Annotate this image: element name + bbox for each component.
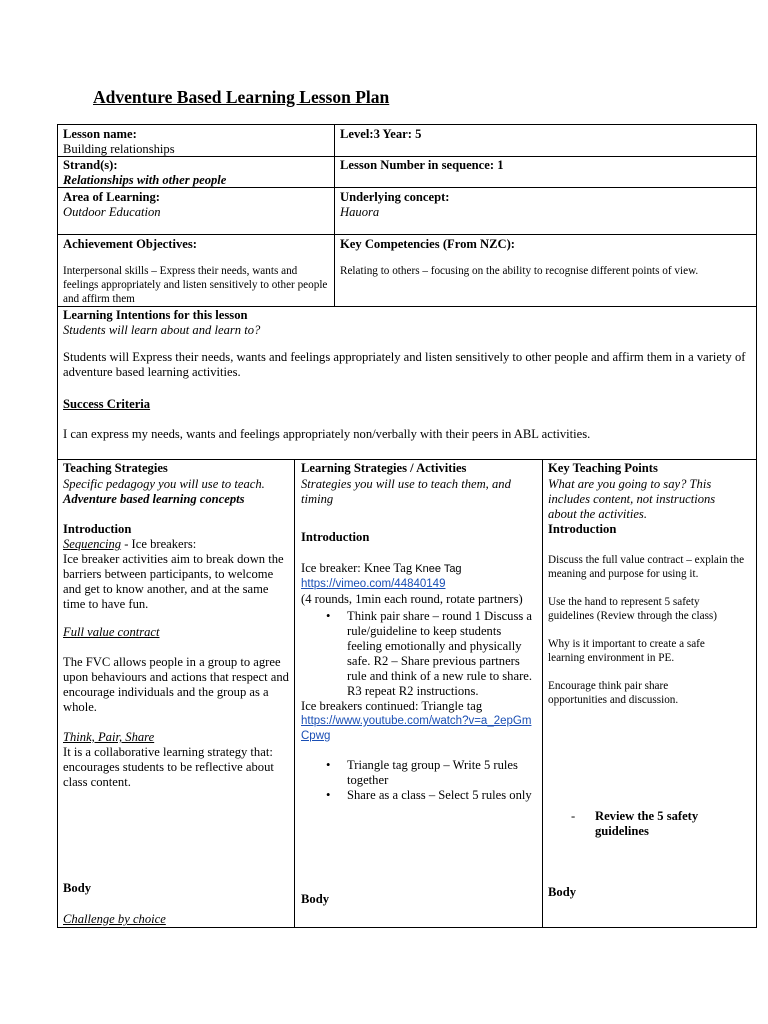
success-criteria-label: Success Criteria	[63, 397, 151, 411]
keypoint-3: Why is it important to create a safe learning environment in PE.	[548, 638, 705, 664]
table-border-left	[57, 124, 58, 928]
level-label: Level:3 Year: 5	[340, 127, 422, 141]
review-text: Review the 5 safety guidelines	[595, 809, 699, 838]
table-border-bottom	[57, 927, 757, 928]
strands-value: Relationships with other people	[63, 173, 227, 187]
column-divider	[334, 124, 335, 307]
objectives-label: Achievement Objectives:	[63, 237, 197, 251]
objectives-value: Interpersonal skills – Express their needs, wants and feelings appropriately and listen sensitively to other people and affirm them	[63, 265, 328, 305]
teaching-intro: Introduction	[63, 522, 132, 536]
concept-value: Hauora	[340, 205, 380, 219]
strands-cell	[63, 158, 331, 188]
success-criteria-body: I can express my needs, wants and feelings appropriately non/verbally with their peers in ABL activities.	[63, 427, 591, 441]
review-dash: -	[571, 809, 576, 823]
keypoints-header: Key Teaching Points	[548, 461, 658, 475]
learning-header: Learning Strategies / Activities	[301, 461, 467, 475]
intentions-body: Students will Express their needs, wants and feelings appropriately and listen sensitively to other people and affirm them in a variety of adventure based learning activities.	[63, 350, 746, 379]
icebreaker-bullets	[301, 609, 537, 699]
sequencing-rest: - Ice breakers:	[121, 537, 197, 551]
row-divider	[57, 234, 757, 235]
keypoint-1: Discuss the full value contract – explain the meaning and purpose for using it.	[548, 554, 745, 580]
lesson-name-cell	[63, 127, 331, 157]
vimeo-link[interactable]: https://vimeo.com/44840149	[301, 578, 446, 590]
document-title: Adventure Based Learning Lesson Plan	[93, 87, 390, 107]
competencies-cell	[340, 237, 750, 278]
learning-body-label: Body	[301, 892, 329, 906]
keypoints-intro: Introduction	[548, 522, 617, 536]
rounds-text: (4 rounds, 1min each round, rotate partners)	[301, 592, 523, 606]
key-points-cell	[548, 461, 752, 707]
teaching-body-label: Body	[63, 881, 91, 895]
concept-label: Underlying concept:	[340, 190, 450, 204]
list-item: • Triangle tag group – Write 5 rules together	[301, 758, 537, 788]
area-value: Outdoor Education	[63, 205, 161, 219]
keypoint-4: Encourage think pair share opportunities and discussion.	[548, 680, 679, 706]
table-border-right	[756, 124, 757, 928]
lesson-number-label: Lesson Number in sequence: 1	[340, 158, 504, 172]
intentions-cell	[63, 308, 751, 442]
column-divider	[542, 459, 543, 928]
list-item: • Share as a class – Select 5 rules only	[301, 788, 537, 803]
learning-subtitle: Strategies you will use to teach them, and timing	[301, 477, 511, 506]
row-divider	[57, 306, 757, 307]
area-label: Area of Learning:	[63, 190, 161, 204]
teaching-concepts: Adventure based learning concepts	[63, 492, 245, 506]
teaching-strategies-cell	[63, 461, 291, 790]
lesson-name-value: Building relationships	[63, 142, 175, 156]
keypoints-body-label: Body	[548, 885, 576, 899]
table-border-top	[57, 124, 757, 125]
teaching-challenge: Challenge by choice	[63, 912, 166, 926]
youtube-link[interactable]: https://www.youtube.com/watch?v=a_2epGmCpwg	[301, 715, 532, 742]
lesson-number-cell	[340, 158, 750, 173]
fvc-body: The FVC allows people in a group to agree upon behaviours and actions that respect and encourage individuals and the group as a whole.	[63, 655, 289, 714]
column-divider	[294, 459, 295, 928]
sequencing-line	[63, 537, 291, 552]
review-item	[571, 809, 751, 839]
triangle-bullets	[301, 758, 537, 803]
icebreaker-sans: Knee Tag	[415, 563, 462, 575]
lesson-name-label: Lesson name:	[63, 127, 137, 141]
keypoints-subtitle: What are you going to say? This includes content, not instructions about the activities.	[548, 477, 716, 521]
icebreaker-line	[301, 561, 537, 577]
strands-label: Strand(s):	[63, 158, 118, 172]
list-item: • Think pair share – round 1 Discuss a rule/guideline to keep students feeling emotionally and physically safe. R2 – Share previous partners rule and think of a new rule to share. R3 repeat R2 instructions.	[301, 609, 537, 699]
competencies-value: Relating to others – focusing on the ability to recognise different points of view.	[340, 265, 699, 277]
objectives-cell	[63, 237, 331, 306]
competencies-label: Key Competencies (From NZC):	[340, 237, 515, 251]
intentions-subtitle: Students will learn about and learn to?	[63, 323, 261, 337]
area-cell	[63, 190, 331, 220]
intentions-label: Learning Intentions for this lesson	[63, 308, 248, 322]
sequencing-body: Ice breaker activities aim to break down the barriers between participants, to welcome and get to know another, and at the same time to have fun.	[63, 552, 284, 611]
icebreakers-continued: Ice breakers continued: Triangle tag	[301, 699, 483, 713]
level-cell	[340, 127, 750, 142]
teaching-header: Teaching Strategies	[63, 461, 168, 475]
fvc-label: Full value contract	[63, 625, 160, 639]
tps-label: Think, Pair, Share	[63, 730, 155, 744]
sequencing-label: Sequencing	[63, 537, 122, 551]
icebreaker-text: Ice breaker: Knee Tag	[301, 561, 416, 575]
concept-cell	[340, 190, 750, 220]
learning-strategies-cell	[301, 461, 537, 803]
row-divider	[57, 459, 757, 460]
tps-body: It is a collaborative learning strategy that: encourages students to be reflective about class content.	[63, 745, 274, 789]
keypoint-2: Use the hand to represent 5 safety guidelines (Review through the class)	[548, 596, 718, 622]
teaching-subtitle: Specific pedagogy you will use to teach.	[63, 477, 265, 491]
learning-intro: Introduction	[301, 530, 370, 544]
